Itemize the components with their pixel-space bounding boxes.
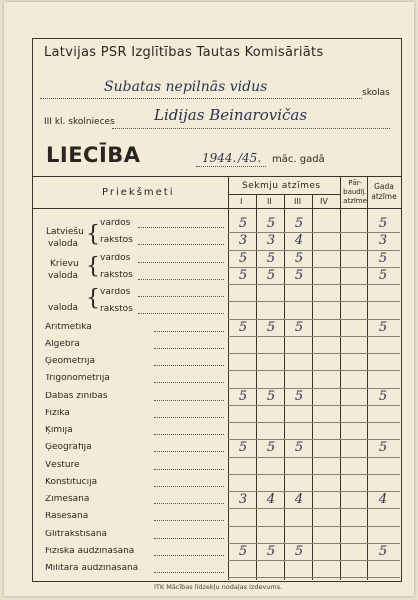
language-latvian-label-2: valoda (48, 239, 79, 249)
row-divider (228, 284, 400, 285)
row-divider (228, 250, 400, 251)
year-grade: 5 (378, 388, 388, 404)
term-3-grade: 5 (294, 543, 304, 559)
year-grade: 3 (378, 233, 388, 249)
subject-dotline (138, 244, 224, 245)
school-name: Subatas nepilnās vidus (104, 79, 268, 95)
table-top-line (32, 176, 401, 177)
subject-label: Glītrakstīšana (45, 529, 108, 539)
subject-label: Ķīmija (45, 426, 73, 435)
student-dotline (112, 128, 390, 129)
subject-label: rakstos (100, 270, 133, 280)
subject-label: Ģeometrija (45, 357, 96, 366)
ministry-title: Latvijas PSR Izglītības Tautas Komisāriāts (44, 45, 324, 60)
row-divider (228, 336, 400, 337)
brace-russian: { (86, 254, 100, 279)
year-grade: 5 (378, 440, 388, 456)
term-3-grade: 4 (294, 233, 304, 249)
row-divider (228, 370, 400, 371)
subject-label: Fiziskā audzināšana (45, 546, 135, 556)
row-divider (228, 301, 400, 302)
subject-label: Trigonometrija (45, 374, 110, 384)
row-divider (228, 457, 400, 458)
term-3-grade: 4 (294, 492, 304, 507)
term-2-grade: 5 (266, 388, 276, 404)
year-grade: 5 (378, 319, 388, 335)
subject-label: Aritmētika (45, 322, 92, 332)
document-title: LIECĪBA (46, 143, 141, 167)
term-3-grade: 5 (294, 216, 304, 231)
year-to: /45. (238, 151, 262, 165)
term-1-grade: 5 (238, 216, 248, 231)
subject-dotline (154, 555, 224, 556)
student-name: Lidijas Beinarovičas (154, 106, 308, 124)
term-2-grade: 4 (266, 492, 276, 507)
subject-dotline (154, 538, 224, 539)
term-2-grade: 5 (266, 319, 276, 335)
row-divider (228, 422, 400, 423)
subject-dotline (154, 520, 224, 521)
row-divider (228, 508, 400, 509)
language-latvian-label: Latviešu (46, 227, 84, 237)
row-divider (228, 267, 400, 268)
subject-label: Fizika (45, 408, 70, 418)
subject-label: Zīmēšana (45, 495, 90, 504)
subject-label: vārdos (100, 288, 131, 297)
language-russian-label: Krievu (50, 259, 79, 269)
subject-dotline (154, 451, 224, 452)
term-3-grade: 5 (294, 267, 304, 283)
year-grade: 5 (378, 267, 388, 283)
row-divider (228, 560, 400, 561)
term-2-grade: 5 (266, 440, 276, 456)
col-divider-exam (340, 176, 341, 580)
year-header: Gada atzīme (371, 182, 397, 201)
subject-label: Vēsture (45, 460, 80, 470)
class-prefix: III kl. skolnieces (44, 117, 115, 127)
subject-dotline (154, 503, 224, 504)
row-divider (228, 474, 400, 475)
brace-other: { (86, 286, 100, 311)
term-3-grade: 5 (294, 388, 304, 404)
term-3-grade: 5 (294, 250, 304, 266)
year-grade: 4 (378, 492, 388, 507)
subject-dotline (154, 434, 224, 435)
brace-latvian: { (86, 222, 100, 247)
term-1-grade: 5 (238, 388, 248, 404)
subject-dotline (154, 572, 224, 573)
term-3-header: III (294, 197, 302, 206)
row-divider (228, 577, 400, 578)
subject-dotline (154, 331, 224, 332)
year-grade: 5 (378, 543, 388, 559)
term-2-grade: 5 (266, 543, 276, 559)
term-2-grade: 5 (266, 267, 276, 283)
col-divider-year (367, 176, 368, 580)
subject-dotline (154, 486, 224, 487)
year-from: 1944. (202, 151, 237, 165)
subject-label: Militārā audzināšana (45, 564, 139, 573)
subject-label: Ģeografija (45, 443, 92, 453)
publisher-note: ITK Mācības līdzekļu nodaļas izdevums. (154, 583, 283, 591)
language-other-label: valoda (48, 303, 79, 313)
year-grade: 5 (378, 250, 388, 266)
term-1-grade: 5 (238, 543, 248, 559)
subject-dotline (154, 400, 224, 401)
term-1-grade: 3 (238, 233, 248, 249)
subject-label: Rasēšana (45, 512, 89, 522)
term-3-grade: 5 (294, 440, 304, 456)
subject-label: rakstos (100, 236, 133, 246)
subject-dotline (154, 469, 224, 470)
row-divider (228, 526, 400, 527)
subject-label: vārdos (100, 253, 131, 263)
subject-dotline (138, 279, 224, 280)
subject-dotline (154, 365, 224, 366)
subject-dotline (138, 296, 224, 297)
row-divider (228, 388, 400, 389)
language-russian-label-2: valoda (48, 271, 79, 281)
subject-dotline (138, 262, 224, 263)
col-divider-subjects (228, 176, 229, 580)
term-1-grade: 5 (238, 319, 248, 335)
subject-dotline (138, 313, 224, 314)
school-dotline (40, 98, 362, 99)
term-1-header: I (240, 197, 243, 206)
term-1-grade: 3 (238, 492, 248, 507)
year-dotline (196, 166, 266, 167)
term-2-grade: 5 (266, 250, 276, 266)
subject-label: Dabas zinības (45, 391, 108, 401)
subject-label: Algebra (45, 339, 80, 349)
term-1-grade: 5 (238, 250, 248, 266)
report-card-sheet (4, 2, 414, 596)
row-divider (228, 439, 400, 440)
row-divider (228, 232, 400, 233)
subject-dotline (154, 348, 224, 349)
row-divider (228, 353, 400, 354)
row-divider (228, 491, 400, 492)
table-header-line (32, 208, 401, 209)
row-divider (228, 543, 400, 544)
term-2-grade: 3 (266, 233, 276, 249)
school-suffix: skolas (362, 88, 390, 98)
term-2-grade: 5 (266, 216, 276, 231)
term-2-header: II (267, 197, 272, 206)
row-divider (228, 405, 400, 406)
term-1-grade: 5 (238, 440, 248, 456)
exam-header: Pār- baudīj. atzīme (343, 179, 367, 205)
subject-label: vārdos (100, 219, 131, 228)
term-3-grade: 5 (294, 319, 304, 335)
year-suffix: māc. gadā (272, 154, 325, 165)
row-divider (228, 319, 400, 320)
subject-dotline (138, 227, 224, 228)
subject-dotline (154, 417, 224, 418)
term-4-header: IV (320, 197, 328, 206)
subject-dotline (154, 382, 224, 383)
subjects-header: Priekšmeti (102, 187, 175, 198)
subject-label: rakstos (100, 305, 133, 315)
year-grade: 5 (378, 216, 388, 231)
term-1-grade: 5 (238, 267, 248, 283)
subject-label: Konstitūcija (45, 477, 98, 487)
grades-header: Sekmju atzīmes (242, 181, 321, 191)
